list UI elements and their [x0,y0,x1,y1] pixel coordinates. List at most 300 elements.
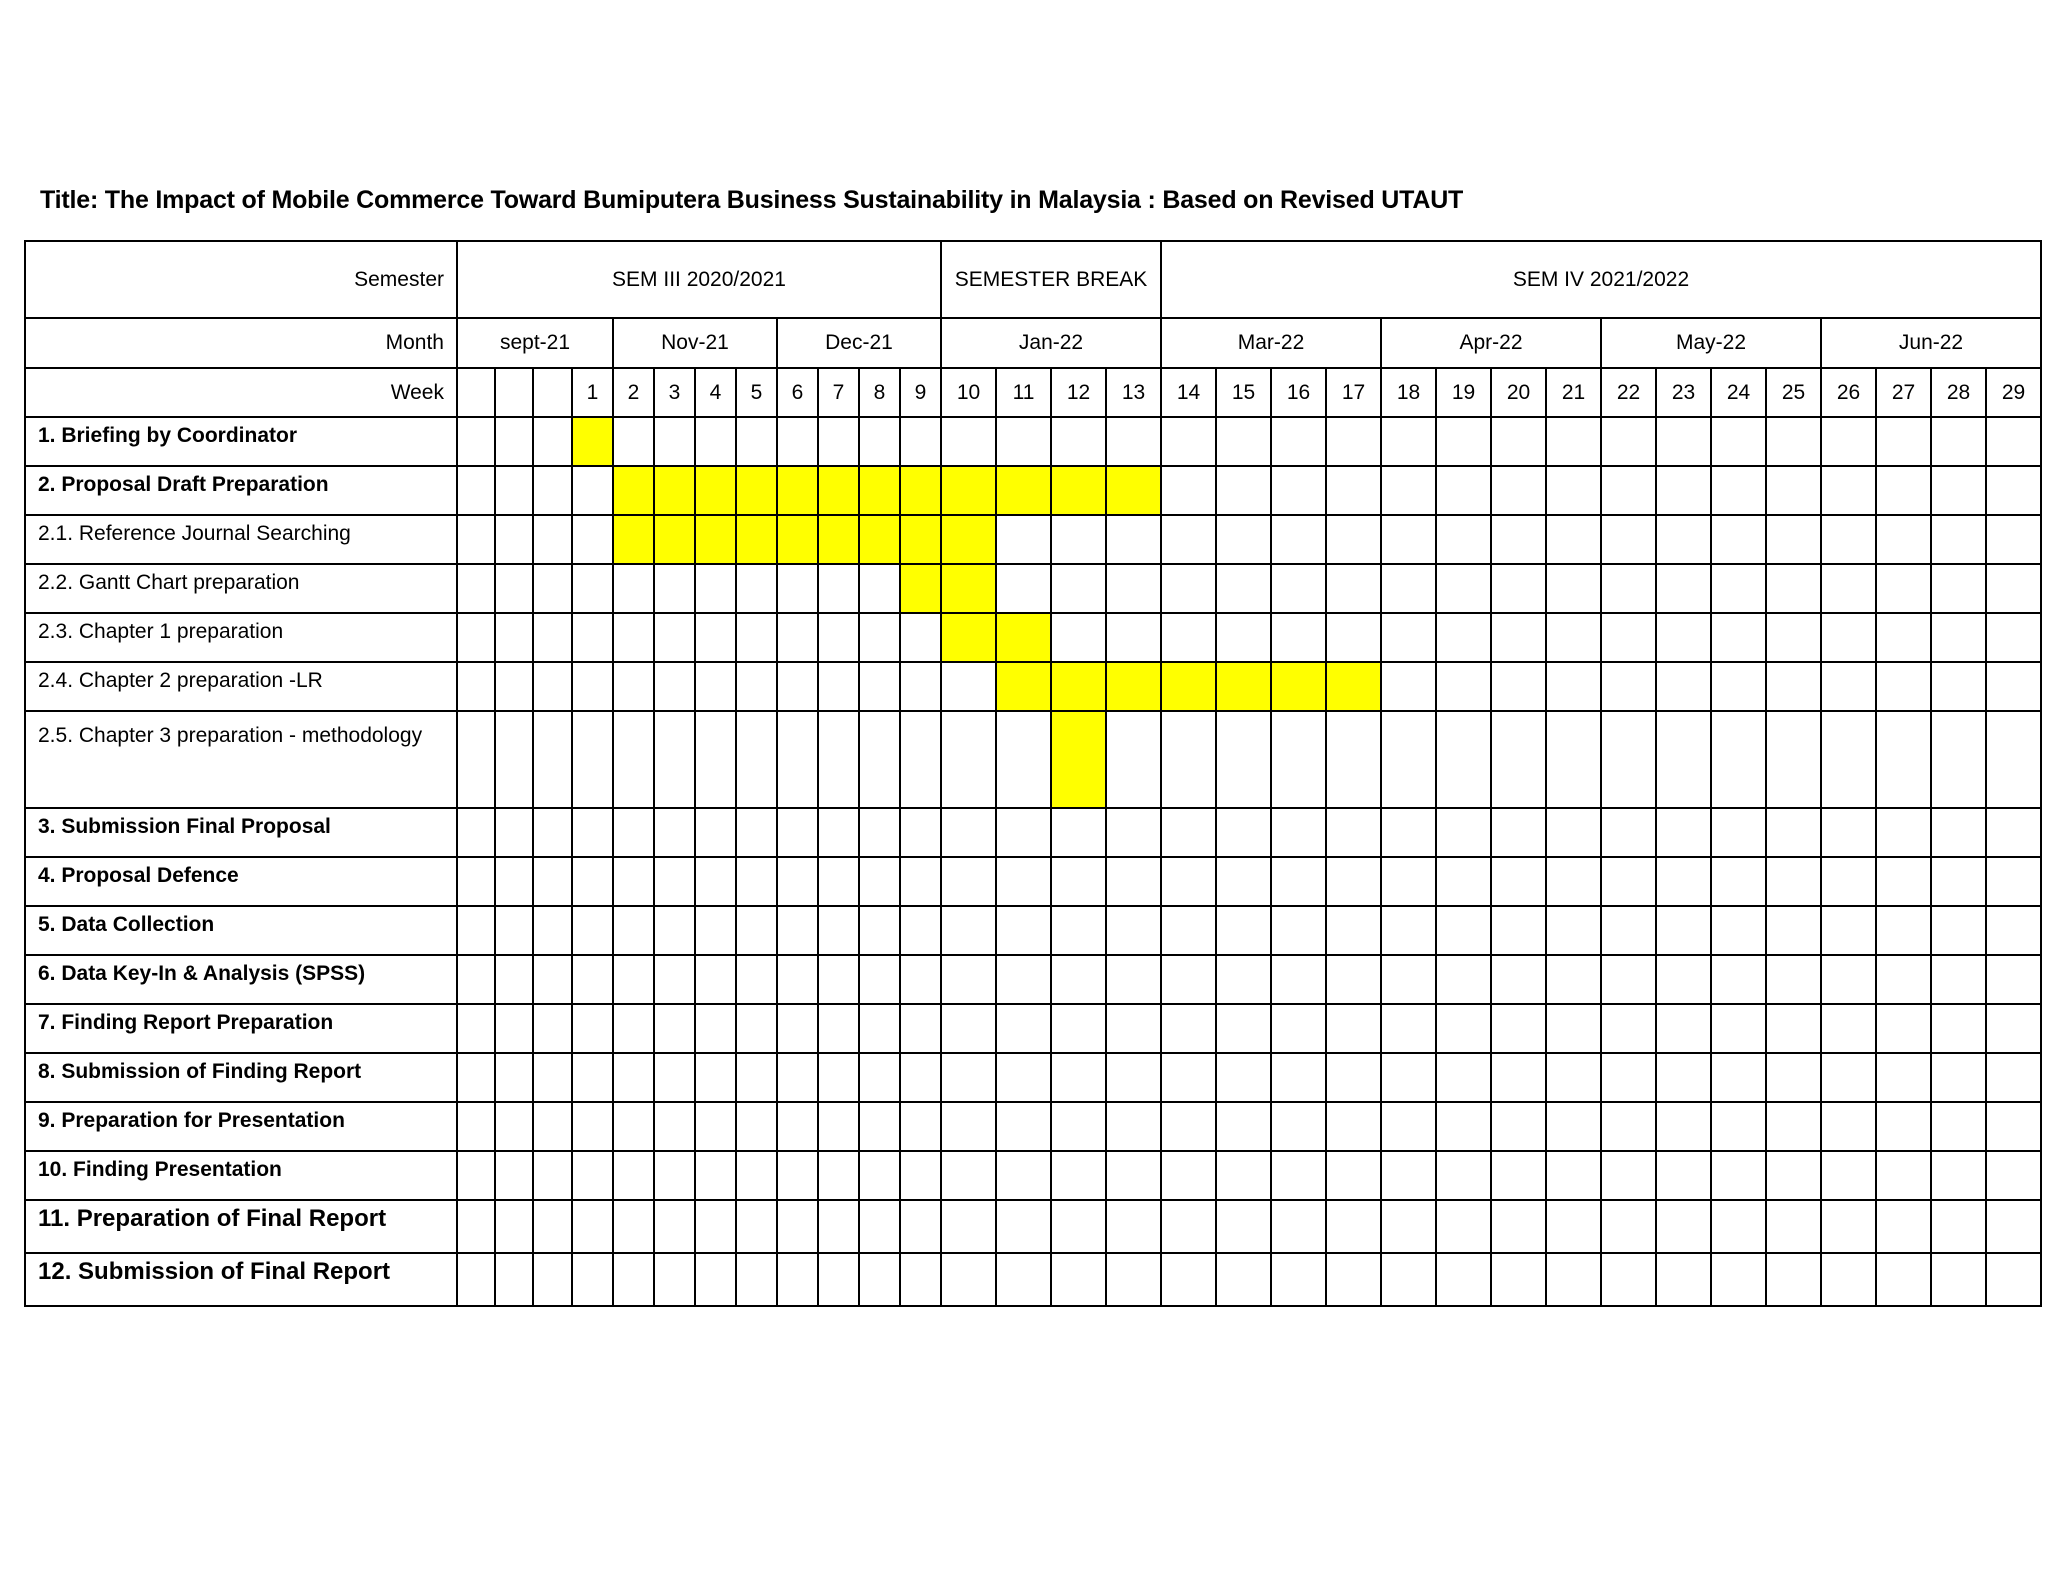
task-label: 6. Data Key-In & Analysis (SPSS) [25,955,457,1004]
task-row [25,466,2041,515]
gantt-empty-cell [900,857,941,906]
gantt-empty-cell [1326,1102,1381,1151]
gantt-empty-cell [1161,515,1216,564]
gantt-empty-cell [572,466,613,515]
gantt-bar-cell [996,662,1051,711]
gantt-empty-cell [495,662,533,711]
gantt-empty-cell [1601,1004,1656,1053]
week-cell: 8 [859,368,900,417]
gantt-bar-cell [818,515,859,564]
gantt-empty-cell [572,613,613,662]
gantt-empty-cell [941,1200,996,1253]
gantt-empty-cell [1656,613,1711,662]
gantt-empty-cell [1656,955,1711,1004]
gantt-empty-cell [1821,1102,1876,1151]
gantt-empty-cell [1106,906,1161,955]
gantt-empty-cell [613,417,654,466]
gantt-empty-cell [1106,417,1161,466]
gantt-empty-cell [1601,564,1656,613]
gantt-empty-cell [1491,662,1546,711]
gantt-empty-cell [1986,662,2041,711]
gantt-bar-cell [1051,711,1106,808]
gantt-empty-cell [1271,1200,1326,1253]
gantt-empty-cell [1216,1102,1271,1151]
gantt-empty-cell [1051,955,1106,1004]
task-label: 2.3. Chapter 1 preparation [25,613,457,662]
gantt-bar-cell [1051,466,1106,515]
gantt-empty-cell [1986,1004,2041,1053]
month-cell: May-22 [1601,318,1821,368]
gantt-empty-cell [613,857,654,906]
gantt-empty-cell [1656,711,1711,808]
task-label: 7. Finding Report Preparation [25,1004,457,1053]
gantt-empty-cell [1931,1004,1986,1053]
gantt-empty-cell [1931,515,1986,564]
gantt-empty-cell [859,1004,900,1053]
gantt-empty-cell [1436,1053,1491,1102]
gantt-empty-cell [1986,613,2041,662]
week-cell [533,368,572,417]
task-row [25,955,2041,1004]
gantt-empty-cell [900,417,941,466]
gantt-empty-cell [1161,857,1216,906]
gantt-empty-cell [941,1253,996,1306]
gantt-empty-cell [1326,564,1381,613]
gantt-empty-cell [1271,1102,1326,1151]
gantt-empty-cell [1326,417,1381,466]
week-header-label: Week [25,368,457,417]
task-label: 1. Briefing by Coordinator [25,417,457,466]
gantt-bar-cell [1106,466,1161,515]
gantt-empty-cell [1766,1102,1821,1151]
gantt-empty-cell [1436,613,1491,662]
gantt-empty-cell [1271,417,1326,466]
gantt-empty-cell [533,1053,572,1102]
gantt-empty-cell [1216,1253,1271,1306]
gantt-empty-cell [533,906,572,955]
task-label: 2.5. Chapter 3 preparation - methodology [25,711,457,808]
gantt-bar-cell [941,564,996,613]
gantt-empty-cell [457,711,495,808]
gantt-empty-cell [941,857,996,906]
gantt-empty-cell [859,417,900,466]
gantt-empty-cell [1106,1102,1161,1151]
gantt-empty-cell [1381,417,1436,466]
gantt-empty-cell [1436,808,1491,857]
gantt-empty-cell [1161,711,1216,808]
gantt-empty-cell [818,906,859,955]
gantt-empty-cell [996,808,1051,857]
gantt-empty-cell [613,1253,654,1306]
gantt-empty-cell [900,1151,941,1200]
gantt-empty-cell [1381,857,1436,906]
gantt-empty-cell [654,1200,695,1253]
gantt-empty-cell [1711,1102,1766,1151]
gantt-empty-cell [818,417,859,466]
gantt-empty-cell [1216,417,1271,466]
gantt-empty-cell [777,564,818,613]
gantt-empty-cell [1931,955,1986,1004]
gantt-empty-cell [736,711,777,808]
gantt-empty-cell [1546,711,1601,808]
gantt-empty-cell [1436,1200,1491,1253]
gantt-empty-cell [654,613,695,662]
gantt-empty-cell [457,466,495,515]
gantt-empty-cell [1821,955,1876,1004]
gantt-empty-cell [736,1200,777,1253]
gantt-empty-cell [859,662,900,711]
gantt-empty-cell [695,1004,736,1053]
gantt-empty-cell [996,906,1051,955]
gantt-empty-cell [1546,1102,1601,1151]
gantt-empty-cell [613,1151,654,1200]
gantt-empty-cell [1326,1200,1381,1253]
gantt-empty-cell [495,515,533,564]
gantt-empty-cell [1106,1200,1161,1253]
task-row [25,417,2041,466]
gantt-empty-cell [900,613,941,662]
gantt-empty-cell [1876,417,1931,466]
gantt-empty-cell [1491,1053,1546,1102]
gantt-empty-cell [777,711,818,808]
gantt-empty-cell [533,1200,572,1253]
gantt-empty-cell [1986,955,2041,1004]
gantt-empty-cell [1931,613,1986,662]
gantt-empty-cell [1711,662,1766,711]
gantt-empty-cell [1821,1200,1876,1253]
gantt-empty-cell [1546,1200,1601,1253]
gantt-empty-cell [1106,1253,1161,1306]
gantt-empty-cell [1821,1253,1876,1306]
gantt-empty-cell [941,417,996,466]
gantt-empty-cell [859,808,900,857]
gantt-empty-cell [1821,515,1876,564]
gantt-empty-cell [654,955,695,1004]
gantt-empty-cell [859,906,900,955]
gantt-empty-cell [695,1253,736,1306]
week-cell: 23 [1656,368,1711,417]
gantt-empty-cell [1326,1053,1381,1102]
week-cell: 14 [1161,368,1216,417]
gantt-empty-cell [996,1102,1051,1151]
gantt-empty-cell [572,906,613,955]
gantt-empty-cell [1491,1102,1546,1151]
gantt-empty-cell [1986,906,2041,955]
gantt-empty-cell [941,808,996,857]
gantt-empty-cell [533,417,572,466]
gantt-empty-cell [818,662,859,711]
gantt-empty-cell [1656,417,1711,466]
week-cell: 20 [1491,368,1546,417]
gantt-empty-cell [1766,564,1821,613]
gantt-empty-cell [1656,662,1711,711]
gantt-empty-cell [1161,1151,1216,1200]
gantt-empty-cell [1821,1151,1876,1200]
gantt-empty-cell [1491,417,1546,466]
gantt-bar-cell [1051,662,1106,711]
gantt-empty-cell [818,1151,859,1200]
gantt-empty-cell [533,808,572,857]
gantt-empty-cell [1436,1253,1491,1306]
gantt-empty-cell [1106,955,1161,1004]
week-cell: 28 [1931,368,1986,417]
gantt-empty-cell [1656,808,1711,857]
month-cell: Nov-21 [613,318,777,368]
gantt-empty-cell [1931,1151,1986,1200]
gantt-empty-cell [859,1151,900,1200]
gantt-empty-cell [1051,1053,1106,1102]
gantt-empty-cell [1491,466,1546,515]
gantt-empty-cell [533,711,572,808]
gantt-empty-cell [1821,564,1876,613]
gantt-empty-cell [1491,955,1546,1004]
gantt-empty-cell [1436,1151,1491,1200]
gantt-empty-cell [457,808,495,857]
month-cell: Apr-22 [1381,318,1601,368]
gantt-empty-cell [1436,955,1491,1004]
gantt-empty-cell [1271,1253,1326,1306]
gantt-empty-cell [1051,515,1106,564]
chart-title: Title: The Impact of Mobile Commerce Toward Bumiputera Business Sustainability in Malaysia : Based on Revised UTAUT [40,186,1464,214]
gantt-empty-cell [1656,466,1711,515]
gantt-empty-cell [695,564,736,613]
gantt-empty-cell [1271,466,1326,515]
task-label: 5. Data Collection [25,906,457,955]
week-cell: 19 [1436,368,1491,417]
semester-header-label: Semester [25,241,457,318]
gantt-empty-cell [736,808,777,857]
gantt-empty-cell [1051,1253,1106,1306]
gantt-empty-cell [495,466,533,515]
gantt-empty-cell [695,662,736,711]
gantt-empty-cell [818,1200,859,1253]
gantt-bar-cell [613,466,654,515]
task-label: 12. Submission of Final Report [25,1253,457,1306]
task-label: 8. Submission of Finding Report [25,1053,457,1102]
task-row [25,1200,2041,1253]
task-row [25,1151,2041,1200]
gantt-empty-cell [572,564,613,613]
task-label: 2.4. Chapter 2 preparation -LR [25,662,457,711]
gantt-empty-cell [654,1053,695,1102]
gantt-empty-cell [495,1053,533,1102]
gantt-empty-cell [533,955,572,1004]
gantt-empty-cell [1711,564,1766,613]
gantt-empty-cell [457,906,495,955]
gantt-empty-cell [1546,955,1601,1004]
gantt-bar-cell [1326,662,1381,711]
gantt-bar-cell [777,515,818,564]
gantt-empty-cell [941,955,996,1004]
gantt-empty-cell [1326,955,1381,1004]
gantt-empty-cell [654,1102,695,1151]
gantt-empty-cell [613,564,654,613]
gantt-empty-cell [1216,1151,1271,1200]
gantt-empty-cell [654,417,695,466]
week-cell: 29 [1986,368,2041,417]
gantt-empty-cell [818,1253,859,1306]
gantt-empty-cell [1216,613,1271,662]
gantt-empty-cell [1491,515,1546,564]
gantt-empty-cell [777,1253,818,1306]
gantt-empty-cell [1161,1200,1216,1253]
gantt-empty-cell [533,564,572,613]
task-row [25,906,2041,955]
gantt-empty-cell [1601,466,1656,515]
gantt-empty-cell [495,1102,533,1151]
gantt-empty-cell [996,564,1051,613]
gantt-empty-cell [1271,857,1326,906]
gantt-bar-cell [1216,662,1271,711]
gantt-empty-cell [654,906,695,955]
gantt-empty-cell [654,1151,695,1200]
gantt-empty-cell [1931,808,1986,857]
gantt-empty-cell [859,1253,900,1306]
gantt-empty-cell [1656,564,1711,613]
gantt-empty-cell [1821,906,1876,955]
gantt-empty-cell [900,808,941,857]
task-row [25,857,2041,906]
gantt-empty-cell [1436,515,1491,564]
gantt-empty-cell [1381,662,1436,711]
gantt-empty-cell [495,417,533,466]
gantt-empty-cell [1491,1004,1546,1053]
gantt-empty-cell [996,955,1051,1004]
gantt-empty-cell [495,711,533,808]
gantt-empty-cell [900,1200,941,1253]
gantt-empty-cell [736,662,777,711]
gantt-empty-cell [1601,711,1656,808]
gantt-empty-cell [533,1102,572,1151]
gantt-bar-cell [736,466,777,515]
gantt-empty-cell [1106,515,1161,564]
gantt-empty-cell [1601,955,1656,1004]
task-label: 2. Proposal Draft Preparation [25,466,457,515]
gantt-empty-cell [777,857,818,906]
gantt-empty-cell [1161,1004,1216,1053]
gantt-empty-cell [1051,1151,1106,1200]
gantt-empty-cell [1271,955,1326,1004]
gantt-empty-cell [736,1102,777,1151]
gantt-empty-cell [1656,1200,1711,1253]
gantt-empty-cell [1271,1004,1326,1053]
gantt-empty-cell [457,857,495,906]
task-row [25,662,2041,711]
gantt-empty-cell [533,1253,572,1306]
gantt-empty-cell [941,906,996,955]
gantt-empty-cell [777,906,818,955]
gantt-empty-cell [818,613,859,662]
gantt-empty-cell [654,1004,695,1053]
gantt-empty-cell [941,1102,996,1151]
gantt-empty-cell [818,711,859,808]
gantt-empty-cell [1656,857,1711,906]
week-cell: 18 [1381,368,1436,417]
gantt-empty-cell [1656,1151,1711,1200]
gantt-empty-cell [572,1004,613,1053]
week-cell: 5 [736,368,777,417]
gantt-empty-cell [818,1004,859,1053]
gantt-empty-cell [900,1053,941,1102]
gantt-bar-cell [900,466,941,515]
gantt-empty-cell [1271,1053,1326,1102]
gantt-empty-cell [900,662,941,711]
gantt-empty-cell [695,417,736,466]
gantt-empty-cell [736,613,777,662]
gantt-bar-cell [613,515,654,564]
gantt-empty-cell [1051,1102,1106,1151]
month-cell: Mar-22 [1161,318,1381,368]
gantt-empty-cell [1601,1151,1656,1200]
gantt-empty-cell [1656,906,1711,955]
gantt-empty-cell [1711,906,1766,955]
gantt-empty-cell [1986,1200,2041,1253]
gantt-empty-cell [1161,808,1216,857]
gantt-empty-cell [941,662,996,711]
gantt-empty-cell [1931,1200,1986,1253]
gantt-empty-cell [457,1253,495,1306]
gantt-empty-cell [777,955,818,1004]
task-label: 3. Submission Final Proposal [25,808,457,857]
gantt-empty-cell [818,955,859,1004]
gantt-empty-cell [1381,1053,1436,1102]
gantt-empty-cell [1876,1151,1931,1200]
gantt-empty-cell [1051,564,1106,613]
gantt-empty-cell [1546,515,1601,564]
gantt-empty-cell [1106,1004,1161,1053]
gantt-empty-cell [1216,808,1271,857]
gantt-empty-cell [1986,1102,2041,1151]
gantt-empty-cell [695,955,736,1004]
gantt-empty-cell [1546,564,1601,613]
gantt-empty-cell [1161,906,1216,955]
gantt-empty-cell [996,857,1051,906]
gantt-empty-cell [457,955,495,1004]
gantt-empty-cell [1821,808,1876,857]
gantt-empty-cell [1271,1151,1326,1200]
gantt-empty-cell [900,955,941,1004]
gantt-empty-cell [1766,613,1821,662]
gantt-empty-cell [613,711,654,808]
gantt-empty-cell [1216,906,1271,955]
gantt-empty-cell [1876,955,1931,1004]
gantt-empty-cell [1271,906,1326,955]
gantt-empty-cell [1876,1102,1931,1151]
gantt-empty-cell [1161,466,1216,515]
gantt-empty-cell [1216,564,1271,613]
task-label: 11. Preparation of Final Report [25,1200,457,1253]
week-cell: 11 [996,368,1051,417]
gantt-empty-cell [695,857,736,906]
task-label: 10. Finding Presentation [25,1151,457,1200]
gantt-empty-cell [495,955,533,1004]
gantt-empty-cell [695,808,736,857]
gantt-empty-cell [777,808,818,857]
gantt-bar-cell [996,466,1051,515]
week-cell: 1 [572,368,613,417]
week-cell: 16 [1271,368,1326,417]
gantt-empty-cell [859,857,900,906]
gantt-empty-cell [457,1004,495,1053]
gantt-empty-cell [1271,564,1326,613]
week-cell: 27 [1876,368,1931,417]
gantt-empty-cell [900,1004,941,1053]
gantt-empty-cell [1876,1253,1931,1306]
gantt-bar-cell [654,466,695,515]
gantt-empty-cell [1766,417,1821,466]
gantt-empty-cell [736,857,777,906]
gantt-empty-cell [572,711,613,808]
